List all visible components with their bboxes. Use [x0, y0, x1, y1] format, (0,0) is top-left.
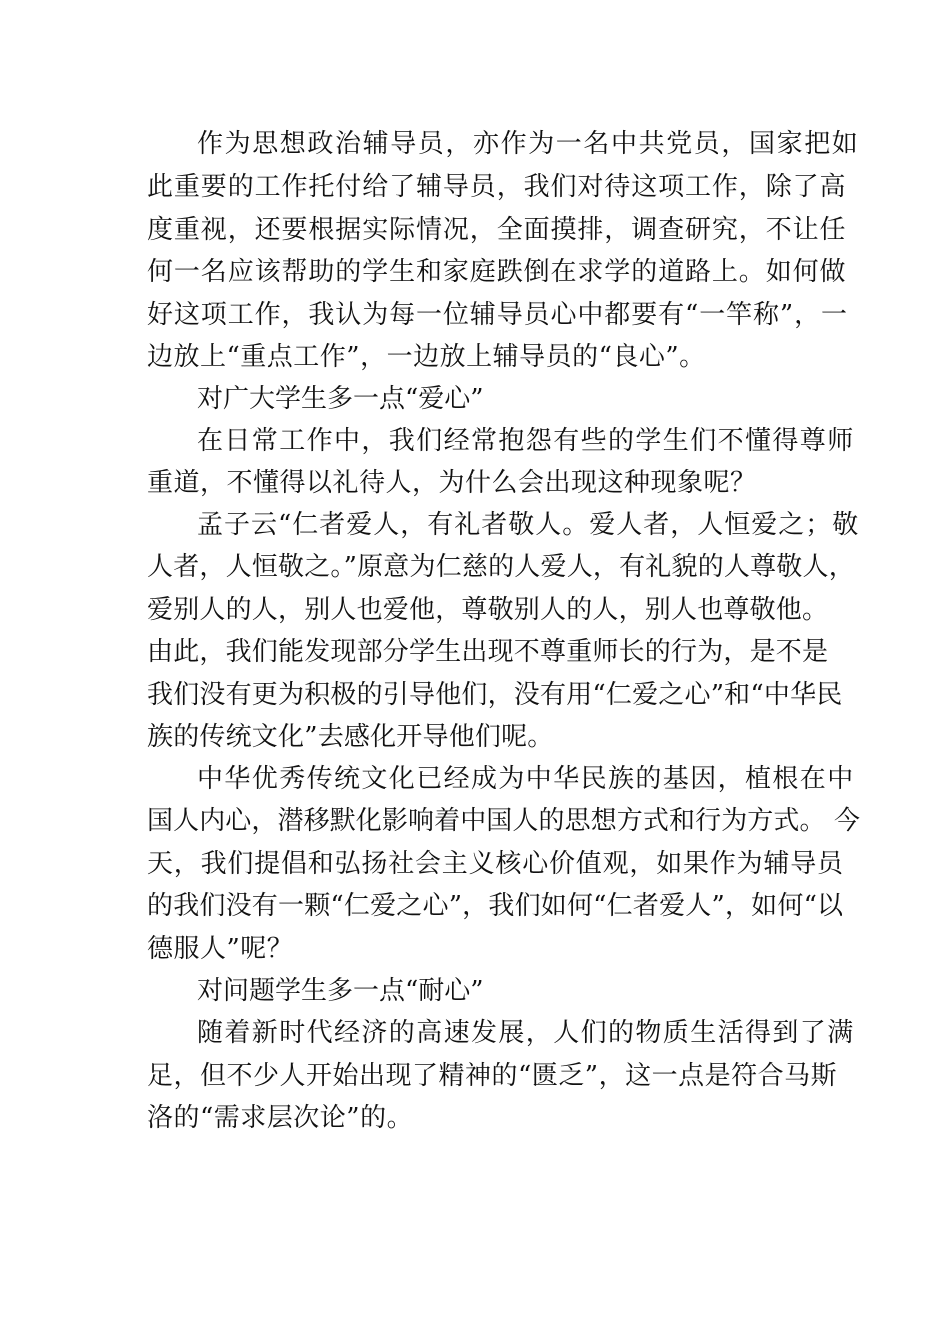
paragraph-line: 重道，不懂得以礼待人，为什么会出现这种现象呢？ — [147, 468, 757, 498]
paragraph-line: 国人内心，潜移默化影响着中国人的思想方式和行为方式。 今 — [147, 806, 861, 836]
section-heading-patience: 对问题学生多一点“耐心” — [197, 976, 484, 1006]
paragraph-line: 何一名应该帮助的学生和家庭跌倒在求学的道路上。如何做 — [147, 257, 847, 287]
paragraph-line: 孟子云“仁者爱人，有礼者敬人。爱人者，人恒爱之；敬 — [197, 510, 860, 540]
paragraph-line: 的我们没有一颗“仁爱之心”，我们如何“仁者爱人”，如何“以 — [147, 891, 844, 921]
paragraph-line: 中华优秀传统文化已经成为中华民族的基因，植根在中 — [197, 764, 855, 794]
paragraph-line: 洛的“需求层次论”的。 — [147, 1103, 414, 1133]
section-heading-love: 对广大学生多一点“爱心” — [197, 384, 484, 414]
paragraph-line: 度重视，还要根据实际情况，全面摸排，调查研究，不让任 — [147, 215, 847, 245]
paragraph-line: 好这项工作，我认为每一位辅导员心中都要有“一竿称”，一 — [147, 300, 848, 330]
paragraph-line: 作为思想政治辅导员，亦作为一名中共党员，国家把如 — [197, 129, 860, 159]
paragraph-line: 天，我们提倡和弘扬社会主义核心价值观，如果作为辅导员 — [147, 849, 844, 879]
paragraph-line: 在日常工作中，我们经常抱怨有些的学生们不懂得尊师 — [197, 426, 855, 456]
paragraph-line: 我们没有更为积极的引导他们，没有用“仁爱之心”和“中华民 — [147, 680, 843, 710]
paragraph-line: 随着新时代经济的高速发展，人们的物质生活得到了满 — [197, 1018, 855, 1048]
paragraph-line: 此重要的工作托付给了辅导员，我们对待这项工作，除了高 — [147, 172, 847, 202]
paragraph-line: 足，但不少人开始出现了精神的“匮乏”，这一点是符合马斯 — [147, 1061, 838, 1091]
paragraph-line: 由此，我们能发现部分学生出现不尊重师长的行为，是不是 — [147, 637, 829, 667]
paragraph-line: 人者，人恒敬之。”原意为仁慈的人爱人，有礼貌的人尊敬人， — [147, 552, 855, 582]
paragraph-line: 族的传统文化”去感化开导他们呢。 — [147, 722, 554, 752]
paragraph-line: 德服人”呢？ — [147, 934, 294, 964]
paragraph-line: 边放上“重点工作”，一边放上辅导员的“良心”。 — [147, 342, 706, 372]
paragraph-line: 爱别人的人，别人也爱他，尊敬别人的人，别人也尊敬他。 — [147, 595, 829, 625]
